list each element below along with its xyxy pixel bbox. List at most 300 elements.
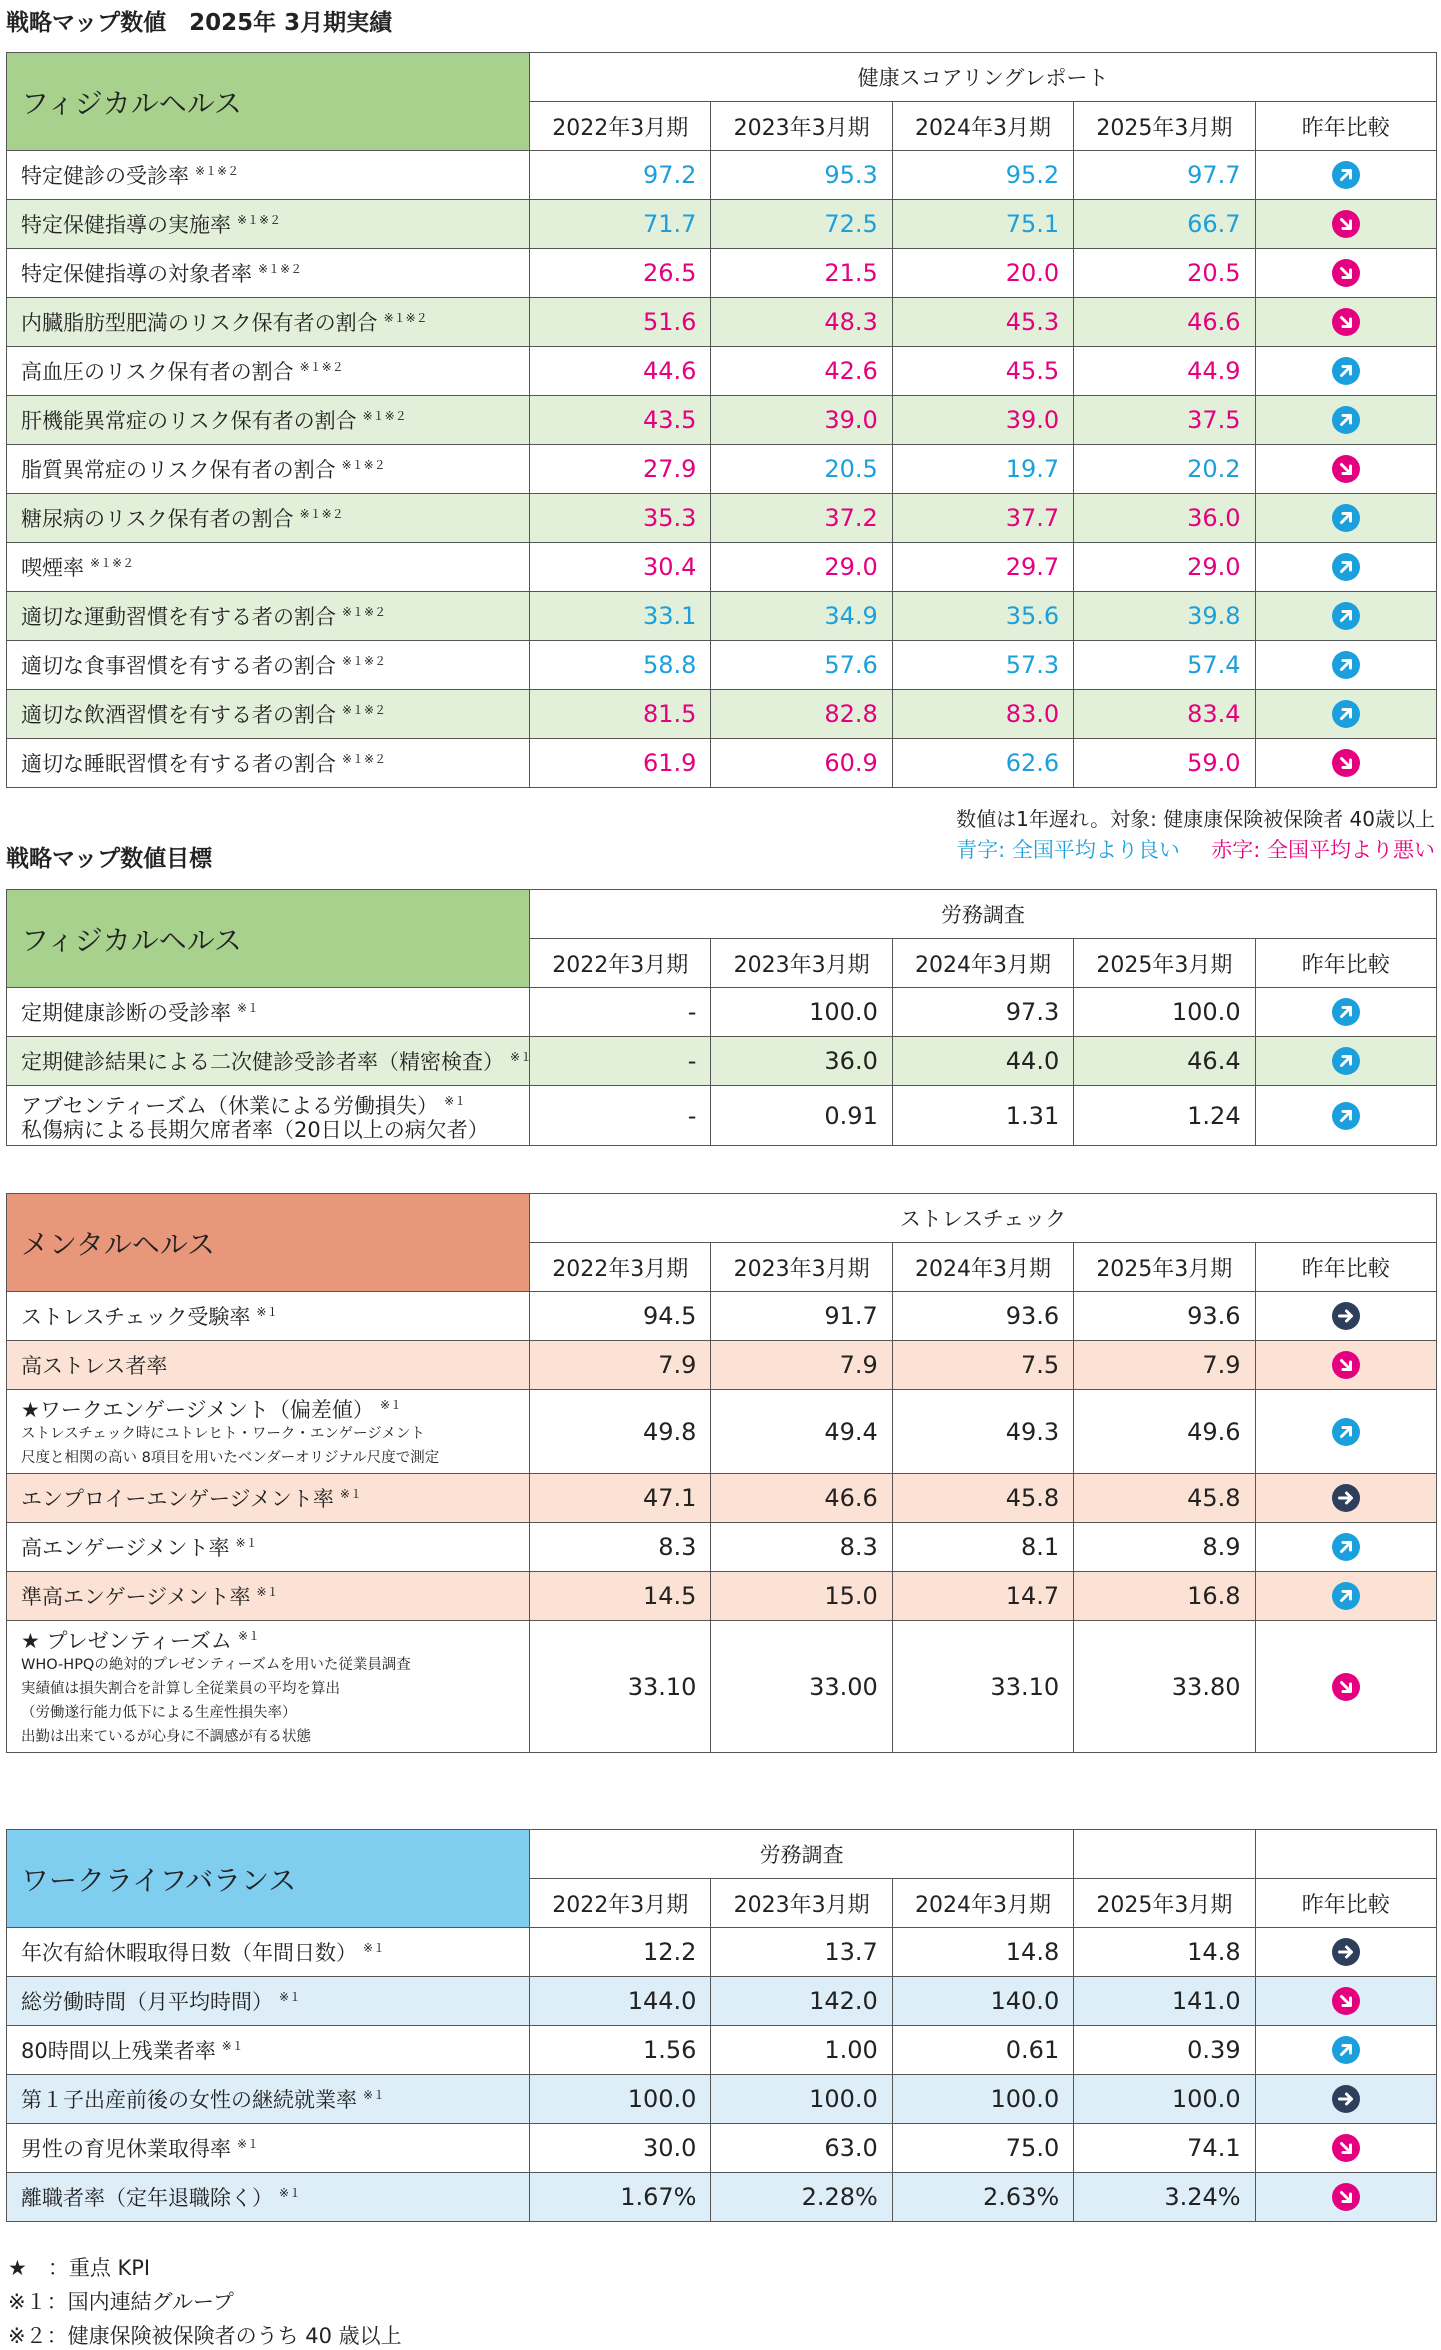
value-cell: 100.0 [711, 988, 892, 1037]
row-note: ※１※２ [383, 311, 428, 325]
trend-cell [1255, 2075, 1436, 2124]
trend-cell [1255, 1928, 1436, 1977]
value-cell: 21.5 [711, 249, 892, 298]
row-subline: （労働遂行能力低下による生産性損失率） [21, 1705, 297, 1721]
row-label-text: アブセンティーズム（休業による労働損失） [21, 1094, 439, 1118]
row-label-text: 喫煙率 [21, 556, 84, 580]
value-cell: - [530, 1037, 711, 1086]
table-row [7, 2173, 1437, 2222]
row-label [7, 1390, 530, 1474]
data-source: 労務調査 [530, 1830, 1074, 1879]
data-source: 労務調査 [530, 890, 1437, 939]
arrow-up-right-icon [1331, 405, 1361, 435]
value-cell: 1.31 [892, 1086, 1073, 1146]
value-cell: 35.6 [892, 592, 1073, 641]
compare-header: 昨年比較 [1255, 1879, 1436, 1928]
row-label [7, 1086, 530, 1146]
value-cell: 14.7 [892, 1572, 1073, 1621]
value-cell: 144.0 [530, 1977, 711, 2026]
arrow-down-right-icon [1331, 307, 1361, 337]
trend-cell [1255, 543, 1436, 592]
arrow-down-right-icon [1331, 1672, 1361, 1702]
value-cell: 35.3 [530, 494, 711, 543]
row-label-text: 第１子出産前後の女性の継続就業率 [21, 2088, 357, 2112]
value-cell: 36.0 [711, 1037, 892, 1086]
year-header: 2024年3月期 [892, 939, 1073, 988]
row-subline: 尺度と相関の高い 8項目を用いたベンダーオリジナル尺度で測定 [21, 1450, 440, 1466]
row-subline: 私傷病による長期欠席者率（20日以上の病欠者） [21, 1118, 489, 1142]
year-header: 2022年3月期 [530, 102, 711, 151]
table-row [7, 1928, 1437, 1977]
arrow-right-icon [1331, 1301, 1361, 1331]
table-row [7, 543, 1437, 592]
value-cell: 33.10 [530, 1621, 711, 1753]
row-note: ※１ [510, 1050, 533, 1064]
table-row [7, 151, 1437, 200]
year-header: 2025年3月期 [1074, 939, 1255, 988]
value-cell: 100.0 [530, 2075, 711, 2124]
value-cell: 60.9 [711, 739, 892, 788]
row-label [7, 1474, 530, 1523]
value-cell: 93.6 [892, 1292, 1073, 1341]
table-row [7, 2075, 1437, 2124]
value-cell: 8.1 [892, 1523, 1073, 1572]
value-cell: 59.0 [1074, 739, 1255, 788]
value-cell: 2.63% [892, 2173, 1073, 2222]
value-cell: 100.0 [1074, 2075, 1255, 2124]
value-cell: 26.5 [530, 249, 711, 298]
value-cell: 36.0 [1074, 494, 1255, 543]
year-header: 2025年3月期 [1074, 1879, 1255, 1928]
value-cell: 29.0 [1074, 543, 1255, 592]
row-note: ※１※２ [341, 458, 386, 472]
row-label-text: 高ストレス者率 [21, 1354, 168, 1378]
data-source: ストレスチェック [530, 1194, 1437, 1243]
value-cell: 30.4 [530, 543, 711, 592]
table-row [7, 249, 1437, 298]
legend-red: 赤字: 全国平均より悪い [1211, 838, 1435, 862]
value-cell: 1.67% [530, 2173, 711, 2222]
value-cell: 83.4 [1074, 690, 1255, 739]
trend-cell [1255, 347, 1436, 396]
arrow-down-right-icon [1331, 1350, 1361, 1380]
row-label-text: ★ プレゼンティーズム [21, 1629, 232, 1653]
row-note: ※１ [363, 1941, 386, 1955]
value-cell: 7.9 [1074, 1341, 1255, 1390]
data-source: 健康スコアリングレポート [530, 53, 1437, 102]
year-header: 2022年3月期 [530, 1243, 711, 1292]
section-title: フィジカルヘルス [7, 53, 530, 151]
row-label-text: 年次有給休暇取得日数（年間日数） [21, 1941, 357, 1965]
trend-cell [1255, 1390, 1437, 1474]
value-cell: 15.0 [711, 1572, 892, 1621]
value-cell: 72.5 [711, 200, 892, 249]
value-cell: 2.28% [711, 2173, 892, 2222]
arrow-up-right-icon [1331, 2035, 1361, 2065]
footnote-age: ※２：健康保険被保険者のうち 40 歳以上 [8, 2324, 402, 2348]
value-cell: 49.3 [892, 1390, 1073, 1474]
row-note: ※１ [221, 2039, 244, 2053]
value-cell: 51.6 [530, 298, 711, 347]
row-note: ※１ [379, 1398, 402, 1412]
value-cell: 29.0 [711, 543, 892, 592]
row-note: ※１※２ [342, 605, 387, 619]
compare-header: 昨年比較 [1255, 1243, 1437, 1292]
arrow-up-right-icon [1331, 356, 1361, 386]
value-cell: 7.9 [530, 1341, 711, 1390]
value-cell: 39.0 [711, 396, 892, 445]
year-header: 2025年3月期 [1074, 102, 1255, 151]
kpi-table-mental-health [6, 1193, 1437, 1753]
kpi-table-physical-health-labor [6, 889, 1437, 1146]
value-cell: 74.1 [1074, 2124, 1255, 2173]
value-cell: 1.56 [530, 2026, 711, 2075]
trend-cell [1255, 1621, 1437, 1753]
value-cell: 37.5 [1074, 396, 1255, 445]
value-cell: 58.8 [530, 641, 711, 690]
row-label-text: ストレスチェック受験率 [21, 1305, 251, 1329]
value-cell: 95.2 [892, 151, 1073, 200]
value-cell: 7.9 [711, 1341, 892, 1390]
row-subline: ストレスチェック時にユトレヒト・ワーク・エンゲージメント [21, 1426, 425, 1442]
trend-cell [1255, 494, 1436, 543]
arrow-up-right-icon [1331, 1532, 1361, 1562]
value-cell: 49.8 [530, 1390, 711, 1474]
row-note: ※１※２ [342, 654, 387, 668]
value-cell: 140.0 [892, 1977, 1073, 2026]
value-cell: 20.5 [711, 445, 892, 494]
row-label-text: 高血圧のリスク保有者の割合 [21, 360, 294, 384]
row-label-text: 離職者率（定年退職除く） [21, 2186, 273, 2210]
row-subline: 実績値は損失割合を計算し全従業員の平均を算出 [21, 1681, 340, 1697]
table-row [7, 1037, 1437, 1086]
legend-blue: 青字: 全国平均より良い [956, 838, 1180, 862]
table-row [7, 739, 1437, 788]
trend-cell [1255, 1572, 1437, 1621]
table-row [7, 1977, 1437, 2026]
arrow-up-right-icon [1331, 503, 1361, 533]
table-row [7, 396, 1437, 445]
row-note: ※１※２ [342, 752, 387, 766]
row-label-text: 定期健康診断の受診率 [21, 1001, 231, 1025]
value-cell: 100.0 [711, 2075, 892, 2124]
value-cell: 14.8 [1074, 1928, 1255, 1977]
value-cell: 20.2 [1074, 445, 1255, 494]
row-label-text: 適切な睡眠習慣を有する者の割合 [21, 752, 336, 776]
row-label-text: エンプロイーエンゲージメント率 [21, 1487, 334, 1511]
value-cell: 57.4 [1074, 641, 1255, 690]
value-cell: 45.3 [892, 298, 1073, 347]
value-cell: 142.0 [711, 1977, 892, 2026]
value-cell: 8.9 [1074, 1523, 1255, 1572]
row-label-text: 適切な飲酒習慣を有する者の割合 [21, 703, 336, 727]
value-cell: 66.7 [1074, 200, 1255, 249]
year-header: 2023年3月期 [711, 102, 892, 151]
trend-cell [1255, 200, 1436, 249]
arrow-up-right-icon [1331, 1417, 1361, 1447]
value-cell: 12.2 [530, 1928, 711, 1977]
value-cell: 0.91 [711, 1086, 892, 1146]
trend-cell [1255, 1523, 1437, 1572]
row-note: ※１※２ [195, 164, 240, 178]
row-note: ※１ [339, 1487, 362, 1501]
year-header: 2022年3月期 [530, 939, 711, 988]
row-label [7, 1341, 530, 1390]
row-label [7, 2173, 530, 2222]
trend-cell [1255, 445, 1436, 494]
header-row [7, 1194, 1437, 1243]
year-header: 2023年3月期 [711, 1243, 892, 1292]
row-note: ※１※２ [90, 556, 135, 570]
arrow-up-right-icon [1331, 601, 1361, 631]
row-note: ※１※２ [362, 409, 407, 423]
value-cell: 34.9 [711, 592, 892, 641]
value-cell: 29.7 [892, 543, 1073, 592]
arrow-down-right-icon [1331, 1986, 1361, 2016]
row-label [7, 347, 530, 396]
header-row [7, 890, 1437, 939]
row-note: ※１※２ [299, 360, 344, 374]
table-row [7, 1474, 1437, 1523]
value-cell: 14.5 [530, 1572, 711, 1621]
value-cell: 37.2 [711, 494, 892, 543]
arrow-right-icon [1331, 1937, 1361, 1967]
value-cell: 20.0 [892, 249, 1073, 298]
arrow-up-right-icon [1331, 650, 1361, 680]
table-row [7, 1086, 1437, 1146]
value-cell: 49.6 [1074, 1390, 1255, 1474]
year-header: 2023年3月期 [711, 1879, 892, 1928]
row-label-text: ★ワークエンゲージメント（偏差値） [21, 1398, 374, 1422]
row-label [7, 200, 530, 249]
value-cell: 44.6 [530, 347, 711, 396]
arrow-down-right-icon [1331, 454, 1361, 484]
value-cell: 75.1 [892, 200, 1073, 249]
row-note: ※１ [279, 2186, 302, 2200]
arrow-right-icon [1331, 2084, 1361, 2114]
row-label [7, 249, 530, 298]
row-label [7, 1977, 530, 2026]
row-label-text: 特定健診の受診率 [21, 164, 189, 188]
value-cell: 49.4 [711, 1390, 892, 1474]
table-row [7, 592, 1437, 641]
arrow-up-right-icon [1331, 699, 1361, 729]
value-cell: 39.0 [892, 396, 1073, 445]
footnote-kpi: ★ ：重点 KPI [8, 2256, 151, 2280]
value-cell: 33.10 [892, 1621, 1073, 1753]
value-cell: 43.5 [530, 396, 711, 445]
arrow-down-right-icon [1331, 2182, 1361, 2212]
arrow-right-icon [1331, 1483, 1361, 1513]
value-cell: 39.8 [1074, 592, 1255, 641]
value-cell: 0.39 [1074, 2026, 1255, 2075]
row-note: ※１ [363, 2088, 386, 2102]
table-row [7, 988, 1437, 1037]
row-label [7, 1928, 530, 1977]
kpi-table-physical-health-score [6, 52, 1437, 788]
row-label [7, 690, 530, 739]
row-label-text: 定期健診結果による二次健診受診者率（精密検査） [21, 1050, 504, 1074]
value-cell: - [530, 988, 711, 1037]
row-note: ※１※２ [237, 213, 282, 227]
row-label-text: 特定保健指導の対象者率 [21, 262, 252, 286]
trend-cell [1255, 2124, 1436, 2173]
trend-cell [1255, 1977, 1436, 2026]
trend-cell [1255, 1474, 1437, 1523]
row-note: ※１※２ [342, 703, 387, 717]
table-row [7, 347, 1437, 396]
trend-cell [1255, 2026, 1436, 2075]
row-label [7, 1523, 530, 1572]
value-cell: 100.0 [1074, 988, 1255, 1037]
row-label [7, 445, 530, 494]
arrow-down-right-icon [1331, 2133, 1361, 2163]
page-title: 戦略マップ数値 2025年 3月期実績 [6, 10, 393, 36]
value-cell: 20.5 [1074, 249, 1255, 298]
section-title: フィジカルヘルス [7, 890, 530, 988]
arrow-up-right-icon [1331, 552, 1361, 582]
value-cell: 16.8 [1074, 1572, 1255, 1621]
row-note: ※１ [237, 1629, 260, 1643]
trend-cell [1255, 988, 1436, 1037]
arrow-down-right-icon [1331, 209, 1361, 239]
trend-cell [1255, 396, 1436, 445]
value-cell: 83.0 [892, 690, 1073, 739]
value-cell: 1.24 [1074, 1086, 1255, 1146]
year-header: 2024年3月期 [892, 102, 1073, 151]
trend-cell [1255, 298, 1436, 347]
row-label [7, 1292, 530, 1341]
value-cell: 7.5 [892, 1341, 1073, 1390]
value-cell: 81.5 [530, 690, 711, 739]
arrow-up-right-icon [1331, 997, 1361, 1027]
row-label-text: 男性の育児休業取得率 [21, 2137, 231, 2161]
row-label [7, 2026, 530, 2075]
row-label [7, 2124, 530, 2173]
value-cell: 100.0 [892, 2075, 1073, 2124]
section-title: メンタルヘルス [7, 1194, 530, 1292]
table-row [7, 1390, 1437, 1474]
row-note: ※１ [235, 1536, 258, 1550]
value-cell: 46.6 [711, 1474, 892, 1523]
value-cell: 82.8 [711, 690, 892, 739]
table-row [7, 641, 1437, 690]
row-label-text: 脂質異常症のリスク保有者の割合 [21, 458, 336, 482]
arrow-up-right-icon [1331, 1046, 1361, 1076]
table-row [7, 298, 1437, 347]
row-label [7, 592, 530, 641]
value-cell: 8.3 [711, 1523, 892, 1572]
color-legend [956, 834, 1435, 864]
footnote-group: ※１：国内連結グループ [8, 2290, 234, 2314]
value-cell: 44.9 [1074, 347, 1255, 396]
row-label-text: 適切な運動習慣を有する者の割合 [21, 605, 336, 629]
row-label [7, 2075, 530, 2124]
row-label [7, 988, 530, 1037]
header-row [7, 1830, 1437, 1879]
value-cell: 44.0 [892, 1037, 1073, 1086]
value-cell: 1.00 [711, 2026, 892, 2075]
row-label [7, 1572, 530, 1621]
table-row [7, 1341, 1437, 1390]
row-note: ※１ [256, 1305, 279, 1319]
row-note: ※１ [237, 1001, 260, 1015]
arrow-down-right-icon [1331, 748, 1361, 778]
value-cell: 33.80 [1074, 1621, 1255, 1753]
value-cell: 61.9 [530, 739, 711, 788]
value-cell: 57.3 [892, 641, 1073, 690]
row-note: ※１ [279, 1990, 302, 2004]
value-cell: 91.7 [711, 1292, 892, 1341]
trend-cell [1255, 1086, 1436, 1146]
year-header: 2024年3月期 [892, 1879, 1073, 1928]
row-label-text: 肝機能異常症のリスク保有者の割合 [21, 409, 357, 433]
table-row [7, 494, 1437, 543]
value-cell: 141.0 [1074, 1977, 1255, 2026]
value-cell: 42.6 [711, 347, 892, 396]
trend-cell [1255, 739, 1436, 788]
row-label [7, 396, 530, 445]
value-cell: 14.8 [892, 1928, 1073, 1977]
arrow-down-right-icon [1331, 258, 1361, 288]
table-row [7, 445, 1437, 494]
trend-cell [1255, 2173, 1436, 2222]
value-cell: 3.24% [1074, 2173, 1255, 2222]
value-cell: - [530, 1086, 711, 1146]
arrow-up-right-icon [1331, 160, 1361, 190]
arrow-up-right-icon [1331, 1101, 1361, 1131]
header-row [7, 53, 1437, 102]
row-note: ※１ [237, 2137, 260, 2151]
table-row [7, 1572, 1437, 1621]
row-label [7, 1037, 533, 1086]
row-label [7, 298, 530, 347]
value-cell: 95.3 [711, 151, 892, 200]
trend-cell [1255, 1341, 1437, 1390]
row-label [7, 151, 530, 200]
trend-cell [1255, 641, 1436, 690]
compare-header: 昨年比較 [1255, 939, 1436, 988]
value-cell: 97.7 [1074, 151, 1255, 200]
data-delay-note: 数値は1年遅れ。対象: 健康康保険被保険者 40歳以上 [956, 807, 1435, 831]
value-cell: 71.7 [530, 200, 711, 249]
row-note: ※１ [444, 1094, 467, 1108]
value-cell: 47.1 [530, 1474, 711, 1523]
table-row [7, 200, 1437, 249]
table-row [7, 1621, 1437, 1753]
value-cell: 93.6 [1074, 1292, 1255, 1341]
trend-cell [1255, 1292, 1437, 1341]
kpi-table-work-life-balance [6, 1829, 1437, 2222]
arrow-up-right-icon [1331, 1581, 1361, 1611]
row-note: ※１※２ [258, 262, 303, 276]
row-note: ※１※２ [299, 507, 344, 521]
value-cell: 46.6 [1074, 298, 1255, 347]
value-cell: 33.1 [530, 592, 711, 641]
row-label-text: 糖尿病のリスク保有者の割合 [21, 507, 294, 531]
year-header: 2022年3月期 [530, 1879, 711, 1928]
value-cell: 45.5 [892, 347, 1073, 396]
trend-cell [1255, 249, 1436, 298]
trend-cell [1255, 151, 1436, 200]
row-label [7, 494, 530, 543]
row-label-text: 内臓脂肪型肥満のリスク保有者の割合 [21, 311, 378, 335]
row-label-text: 準高エンゲージメント率 [21, 1585, 251, 1609]
row-label-text: 80時間以上残業者率 [21, 2039, 216, 2063]
value-cell: 63.0 [711, 2124, 892, 2173]
year-header: 2024年3月期 [892, 1243, 1073, 1292]
value-cell: 97.2 [530, 151, 711, 200]
